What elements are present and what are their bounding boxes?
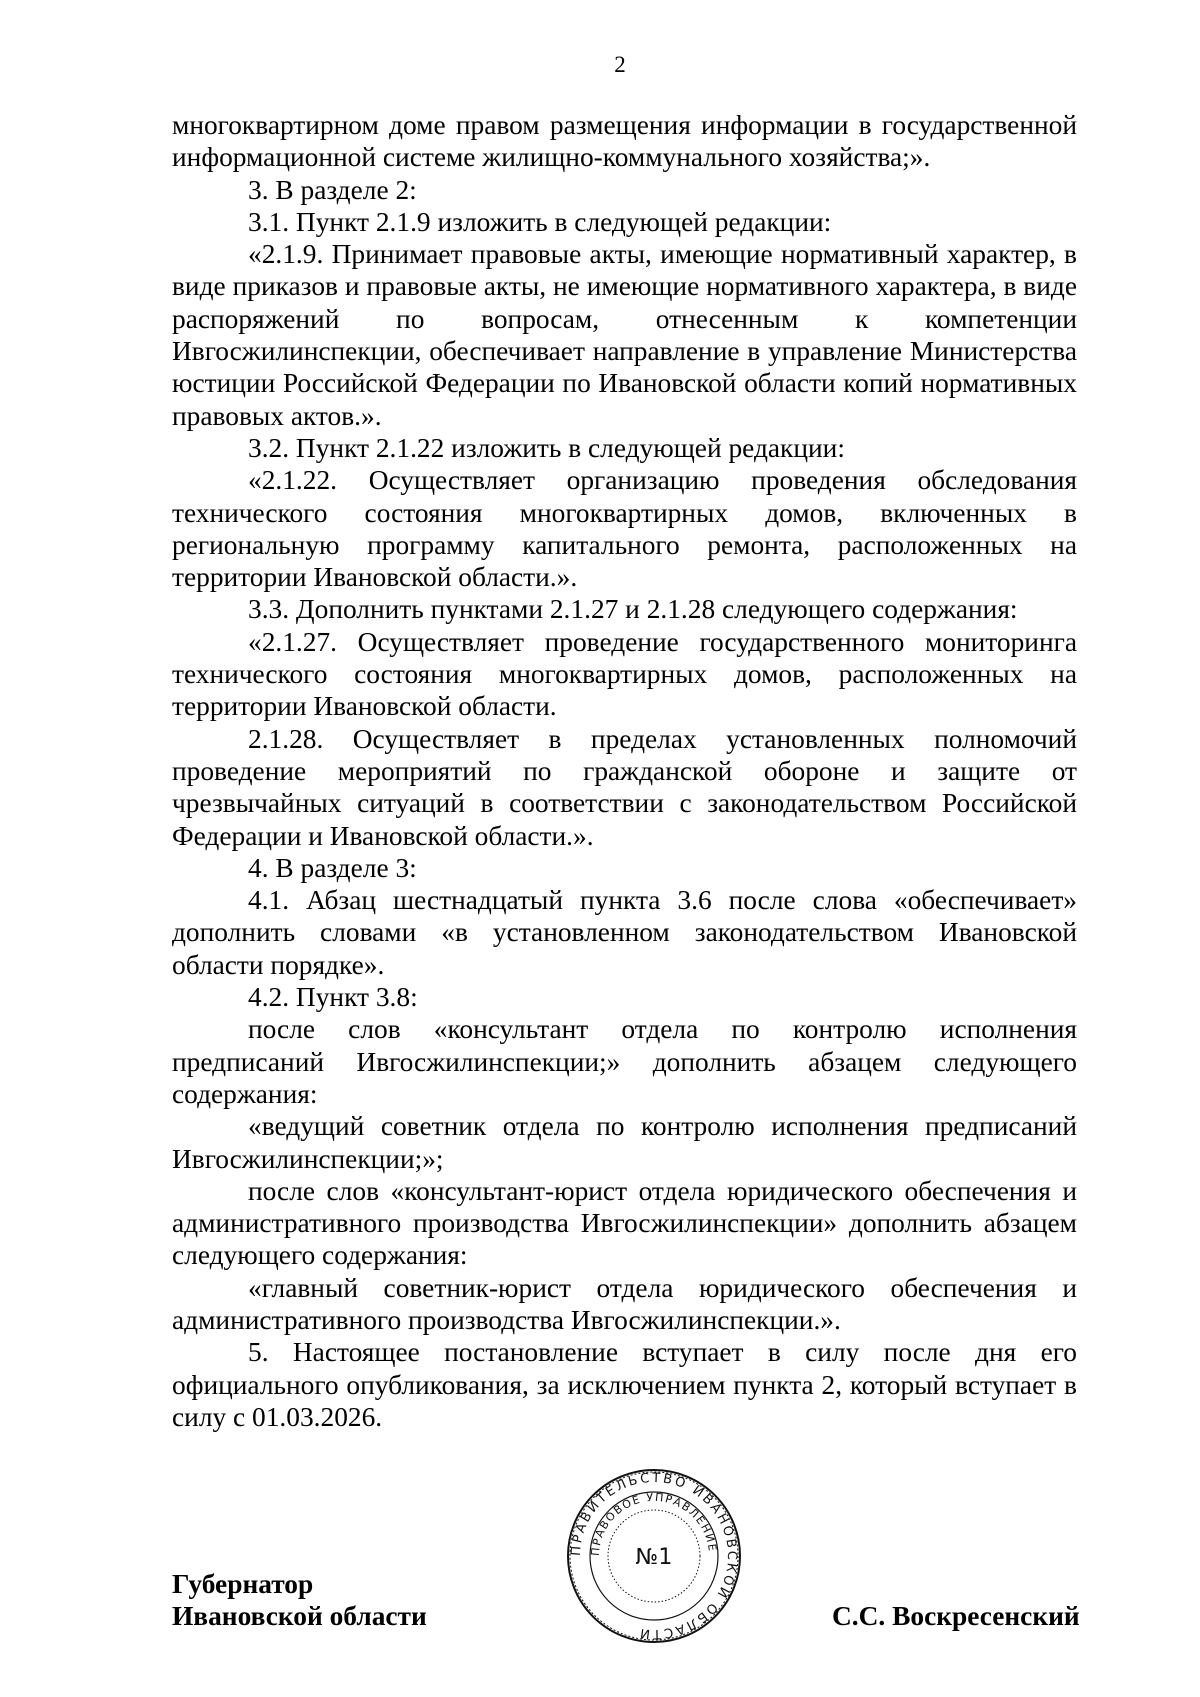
paragraph: «ведущий советник отдела по контролю исполнения предписаний Ивгосжилинспекции;»; [172, 1111, 1077, 1174]
signatory-name: С.С. Воскресенский [832, 1601, 1080, 1631]
signatory-post-line: Ивановской области [172, 1601, 427, 1632]
paragraph: 4.2. Пункт 3.8: [248, 982, 418, 1013]
paragraph: 4.1. Абзац шестнадцатый пункта 3.6 после слова «обеспечивает» дополнить словами «в установленном законодательством Ивановской области порядке». [172, 885, 1077, 980]
paragraph: после слов «консультант отдела по контролю исполнения предписаний Ивгосжилинспекции;» дополнить абзацем следующего содержания: [172, 1014, 1077, 1109]
signatory-post [172, 1568, 427, 1633]
page-number: 2 [614, 52, 626, 77]
document-body [172, 109, 1077, 1433]
signatory-post-line: Губернатор [172, 1569, 314, 1599]
paragraph: «2.1.27. Осуществляет проведение государственного мониторинга технического состояния многоквартирных домов, расположенных на территории Ивановской области. [172, 626, 1077, 722]
paragraph: многоквартирном доме правом размещения информации в государственной информационной системе жилищно-коммунального хозяйства;». [172, 110, 1077, 173]
stamp-outer-text: ПРАВИТЕЛЬСТВО ИВАНОВСКОЙ ОБЛАСТИ [568, 1470, 740, 1642]
stamp-number: №1 [635, 1545, 673, 1570]
paragraph: «2.1.9. Принимает правовые акты, имеющие нормативный характер, в виде приказов и правовые акты, не имеющие нормативного характера, в виде распоряжений по вопросам, отнесенным к компетенции Ивгосжилинспекции, обеспечивает направление в управление Министерства юстиции Российской Федерации по Ивановской области копий нормативных правовых актов.». [172, 239, 1077, 431]
paragraph: «2.1.22. Осуществляет организацию проведения обследования технического состояния многоквартирных домов, включенных в региональную программу капитального ремонта, расположенных на территории Ивановской области.». [172, 465, 1077, 593]
paragraph: после слов «консультант-юрист отдела юридического обеспечения и административного производства Ивгосжилинспекции» дополнить абзацем следующего содержания: [172, 1175, 1077, 1271]
paragraph: 4. В разделе 3: [248, 852, 417, 883]
official-stamp [566, 1468, 742, 1644]
paragraph: 3.1. Пункт 2.1.9 изложить в следующей редакции: [248, 206, 832, 237]
paragraph: 5. Настоящее постановление вступает в силу после дня его официального опубликования, за исключением пункта 2, который вступает в силу с 01.03.2026. [172, 1337, 1077, 1432]
paragraph: 3.3. Дополнить пунктами 2.1.27 и 2.1.28 следующего содержания: [248, 594, 1018, 625]
paragraph: «главный советник-юрист отдела юридического обеспечения и административного производства Ивгосжилинспекции.». [172, 1272, 1077, 1335]
paragraph: 3.2. Пункт 2.1.22 изложить в следующей редакции: [248, 432, 845, 463]
paragraph: 2.1.28. Осуществляет в пределах установленных полномочий проведение мероприятий по гражданской обороне и защите от чрезвычайных ситуаций в соответствии с законодательством Российской Федерации и Ивановской области.». [172, 723, 1077, 851]
paragraph: 3. В разделе 2: [248, 174, 417, 205]
stamp-inner-text: ПРАВОВОЕ УПРАВЛЕНИЕ [588, 1490, 719, 1557]
